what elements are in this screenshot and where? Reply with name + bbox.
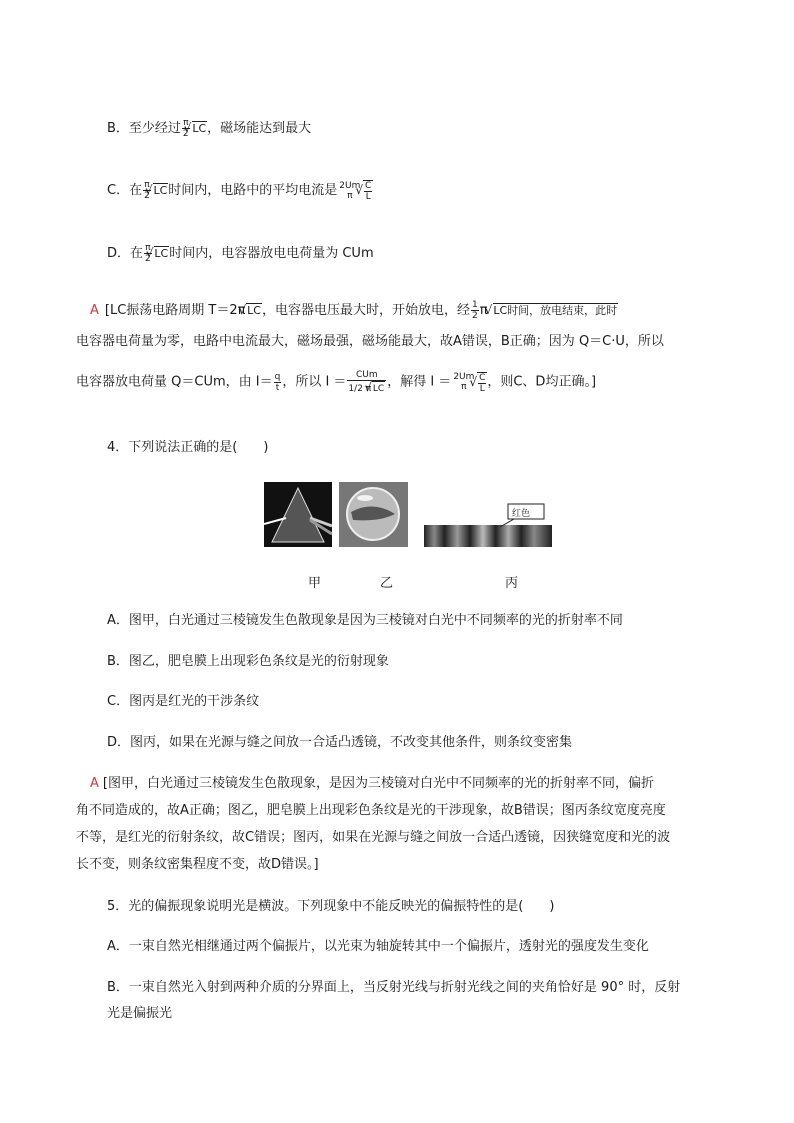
caption-bing: 丙: [505, 576, 519, 591]
option-text: B．至少经过: [107, 121, 181, 136]
q5-option-a: A．一束自然光相继通过两个偏振片，以光束为轴旋转其中一个偏振片，透射光的强度发生变化: [107, 939, 649, 954]
q3-option-b: [107, 118, 311, 139]
fraction: $\frac{\pi}{2}$: [182, 118, 189, 139]
q4-answer-line-3: 不等，是红光的衍射条纹，故C错误；图丙，如果在光源与缝之间放一合适凸透镜，因狭缝宽度和光的波: [76, 830, 671, 845]
q5-option-b: B．一束自然光入射到两种介质的分界面上，当反射光线与折射光线之间的夹角恰好是 90° 时，反射: [107, 980, 681, 995]
q4-answer-line-1: A [图甲，白光通过三棱镜发生色散现象，是因为三棱镜对白光中不同频率的光的折射率不同，偏折: [90, 776, 654, 791]
q4-stem: 4．下列说法正确的是( ): [107, 440, 269, 455]
q4-option-a: A．图甲，白光通过三棱镜发生色散现象是因为三棱镜对白光中不同频率的光的折射率不同: [107, 613, 623, 628]
caption-jia: 甲: [308, 576, 322, 591]
caption-yi: 乙: [380, 576, 394, 591]
soap-bubble-figure: [339, 482, 408, 547]
fringe-figure: [424, 503, 554, 548]
q3-answer-line-3: 电容器放电荷量 Q＝CUm，由 I＝ $\frac{q}{t}$ ，所以 I ＝ $\frac{\text{CUm}}{1/2 \pi√ LC}$ ，解得 I ＝ 2Um π √ $\frac{C}{L}$ ，则C、D均正确。]: [76, 370, 596, 394]
q3-answer-line-2: 电容器电荷量为零，电路中电流最大，磁场最强，磁场能最大，故A错误，B正确；因为 Q＝C·U，所以: [76, 334, 664, 349]
q5-option-b-cont: 光是偏振光: [107, 1006, 173, 1021]
fringe-label: 红色: [512, 509, 531, 519]
answer-letter: A: [90, 776, 99, 791]
option-text: ，磁场能达到最大: [207, 121, 312, 136]
q4-answer-line-4: 长不变，则条纹密集程度不变，故D错误。]: [76, 857, 319, 872]
q4-option-b: B．图乙，肥皂膜上出现彩色条纹是光的衍射现象: [107, 654, 389, 669]
q3-answer-line-1: A [LC振荡电路周期 T＝2π√ LC，电容器电压最大时，开始放电，经 $\frac{1}{2}$ π √ LC时间，放电结束，此时: [76, 300, 618, 321]
q4-option-c: C．图丙是红光的干涉条纹: [107, 694, 260, 709]
q4-option-d: D．图丙，如果在光源与缝之间放一合适凸透镜，不改变其他条件，则条纹变密集: [107, 735, 573, 750]
q4-answer-line-2: 角不同造成的，故A正确；图乙，肥皂膜上出现彩色条纹是光的干涉现象，故B错误；图丙条纹宽度亮度: [76, 803, 666, 818]
q5-stem: 5．光的偏振现象说明光是横波。下列现象中不能反映光的偏振特性的是( ): [107, 899, 555, 914]
sqrt-expression: √ LC: [192, 121, 207, 135]
q3-option-d: D．在 $\frac{\pi}{2}$ √ LC时间内，电容器放电电荷量为 CUm: [107, 243, 374, 264]
answer-letter: A: [90, 303, 99, 318]
q3-option-c: C．在 $\frac{\pi}{2}$ √ LC时间内，电路中的平均电流是 2Um π √ $\frac{C}{L}$: [107, 180, 373, 202]
prism-figure: [264, 482, 332, 547]
